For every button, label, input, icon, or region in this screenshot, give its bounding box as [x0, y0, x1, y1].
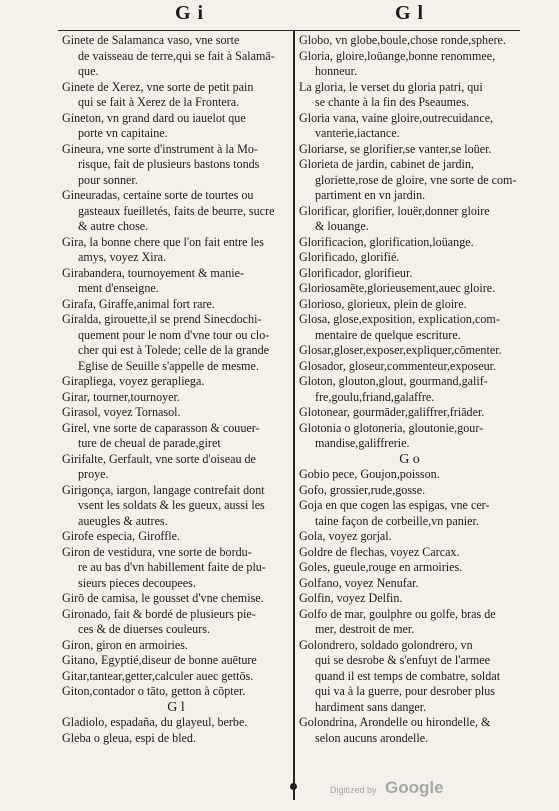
entry-line: Gobio pece, Goujon,poisson.	[299, 467, 440, 481]
column-divider	[293, 30, 295, 800]
entry-line: Ginete de Salamanca vaso, vne sorte	[62, 33, 240, 47]
entry-line: Gloria, gloire,loüange,bonne renommee,	[299, 48, 496, 63]
entry-line: honneur.	[315, 64, 357, 78]
entry-line: Giton,contador o tāto, getton à cōpter.	[62, 684, 246, 698]
entry-line: se chante à la fin des Pseaumes.	[315, 95, 470, 109]
entry-line: fre,goulu,friand,galaffre.	[315, 389, 435, 404]
entry-line: mentaire de quelque escriture.	[315, 327, 461, 342]
watermark-logo: Google	[384, 778, 444, 797]
entry-line: Golfin, voyez Delfin.	[299, 591, 403, 605]
entry-line: mer, destroit de mer.	[315, 622, 415, 636]
entry-line: pour sonner.	[78, 172, 138, 187]
entry-line: Goja en que cogen las espigas, vne cer-	[299, 498, 490, 512]
entry-line: & louange.	[315, 219, 369, 233]
entry-line: Golondrina, Arondelle ou hirondelle, &	[299, 715, 491, 729]
entry-line: aueugles & autres.	[78, 513, 168, 528]
entry-line: Gloria vana, vaine gloire,outrecuidance,	[299, 110, 494, 125]
entry-line: Glosador, gloseur,commenteur,exposeur.	[299, 358, 497, 373]
entry-line: Girabandera, tournoyement & manie-	[62, 265, 245, 280]
entry-line: Glotonia o glotoneria, gloutonie,gour-	[299, 420, 484, 435]
entry-line: Girapliega, voyez gerapliega.	[62, 374, 205, 388]
entry-line: cher qui est à Tolede; celle de la grande	[78, 343, 269, 357]
entry-line: Gloriosamēte,glorieusement,auec gloire.	[299, 281, 496, 295]
entry-line: ment d'enseigne.	[78, 281, 159, 295]
entry-line: Glorificador, glorifieur.	[299, 265, 413, 280]
entry-line: porte vn capitaine.	[78, 126, 168, 140]
entry-line: Girifalte, Gerfault, vne sorte d'oiseau de	[62, 451, 256, 466]
entry-line: partiment en vn jardin.	[315, 188, 426, 202]
header-rule	[58, 30, 520, 31]
entry-line: Gleba o gleua, espi de bled.	[62, 730, 196, 745]
entry-line: re au bas d'vn habillement faite de plu-	[78, 560, 266, 574]
entry-line: Gloton, glouton,glout, gourmand,galif-	[299, 374, 488, 388]
entry-line: quand il est temps de combatre, soldat	[315, 668, 501, 683]
entry-line: qui va à la guerre, pour desrober plus	[315, 684, 496, 698]
entry-line: que.	[78, 64, 99, 78]
entry-line: de vaisseau de terre,qui se fait à Salamā-	[78, 48, 275, 63]
entry-line: Goldre de flechas, voyez Carcax.	[299, 544, 460, 559]
left-column	[62, 33, 290, 746]
entry-line: Gitano, Egyptié,diseur de bonne auēture	[62, 653, 257, 667]
entry-line: Girafa, Giraffe,animal fort rare.	[62, 296, 215, 311]
entry-line: Giron de vestidura, vne sorte de bordu-	[62, 544, 252, 559]
entry-line: Glosar,gloser,exposer,expliquer,cōmenter.	[299, 343, 502, 357]
entry-line: Gineura, vne sorte d'instrument à la Mo-	[62, 141, 258, 156]
entry-line: Golfo de mar, goulphre ou golfe, bras de	[299, 606, 496, 621]
entry-line: Gitar,tantear,getter,calculer auec gettōs.	[62, 668, 254, 683]
entry-line: Gloriarse, se glorifier,se vanter,se loüer.	[299, 141, 492, 156]
entry-line: Gineton, vn grand dard ou iauelot que	[62, 110, 246, 125]
entry-line: vsent les soldats & les gueux, aussi les	[78, 498, 265, 512]
entry-line: Glorieta de jardin, cabinet de jardin,	[299, 157, 474, 171]
entry-line: qui se desrobe & s'enfuyt de l'armee	[315, 653, 490, 667]
entry-line: Gola, voyez gorjal.	[299, 529, 392, 543]
entry-line: Ginete de Xerez, vne sorte de petit pain	[62, 79, 254, 94]
footer-dot	[290, 783, 297, 790]
entry-line: proye.	[78, 467, 109, 481]
entry-line: gloriette,rose de gloire, vne sorte de com-	[315, 172, 517, 187]
watermark-prefix: Digitized by	[330, 785, 377, 795]
entry-line: Girofe especia, Giroffle.	[62, 529, 180, 543]
entry-line: Gofo, grossier,rude,gosse.	[299, 482, 426, 497]
entry-line: vanterie,iactance.	[315, 126, 400, 140]
entry-line: qui se fait à Xerez de la Frontera.	[78, 95, 240, 109]
entry-line: Glorificar, glorifier, louër,donner gloire	[299, 203, 490, 218]
entry-line: Girar, tourner,tournoyer.	[62, 389, 180, 404]
entry-line: Glorioso, glorieux, plein de gloire.	[299, 296, 467, 311]
entry-line: hardiment sans danger.	[315, 699, 427, 714]
right-column	[299, 33, 520, 746]
section-letter-heading: G l	[167, 699, 185, 715]
entry-line: Golfano, voyez Nenufar.	[299, 575, 419, 590]
entry-line: gasteaux fueilletés, faits de beurre, sucre	[78, 203, 275, 218]
entry-line: quement pour le nom d'vne tour ou clo-	[78, 327, 270, 342]
entry-line: Girō de camisa, le gousset d'vne chemise.	[62, 591, 264, 605]
entry-line: Globo, vn globe,boule,chose ronde,sphere.	[299, 33, 506, 47]
entry-line: sieurs pieces decoupees.	[78, 575, 196, 590]
entry-line: Gladiolo, espadaña, du glayeul, berbe.	[62, 715, 248, 729]
entry-line: Giron, giron en armoiries.	[62, 637, 188, 652]
entry-line: selon aucuns arondelle.	[315, 730, 429, 745]
entry-line: Glorificado, glorifié.	[299, 250, 400, 264]
watermark	[330, 778, 444, 798]
entry-line: La gloria, le verset du gloria patri, qui	[299, 79, 483, 94]
entry-line: risque, fait de plusieurs bastons tonds	[78, 157, 260, 171]
entry-line: ture de cheual de parade,giret	[78, 436, 221, 450]
entry-line: Golondrero, soldado golondrero, vn	[299, 637, 473, 652]
entry-line: mandise,galiffrerie.	[315, 436, 410, 450]
entry-line: Girasol, voyez Tornasol.	[62, 405, 181, 419]
entry-line: amys, voyez Xira.	[78, 250, 166, 264]
running-head-left: G i	[175, 2, 205, 24]
entry-line: Glotonear, gourmāder,galiffrer,friāder.	[299, 405, 485, 419]
entry-line: ces & de diuerses couleurs.	[78, 622, 210, 636]
entry-line: Girel, vne sorte de caparasson & couuer-	[62, 420, 260, 435]
entry-line: Girigonça, iargon, langage contrefait dont	[62, 482, 265, 497]
entry-line: taine façon de corbeille,vn panier.	[315, 513, 479, 528]
entry-line: Gira, la bonne chere que l'on fait entre les	[62, 234, 264, 249]
section-letter-heading: G o	[399, 451, 420, 467]
entry-line: Eglise de Seuille s'appelle de mesme.	[78, 358, 259, 373]
entry-line: Goles, gueule,rouge en armoiries.	[299, 560, 463, 574]
entry-line: Gineuradas, certaine sorte de tourtes ou	[62, 188, 254, 202]
entry-line: Gironado, fait & bordé de plusieurs pie-	[62, 606, 256, 621]
entry-line: Giralda, girouette,il se prend Sinecdochi-	[62, 312, 262, 326]
entry-line: & autre chose.	[78, 219, 149, 233]
running-head-right: G l	[395, 2, 425, 24]
entry-line: Glosa, glose,exposition, explication,com-	[299, 312, 500, 326]
entry-line: Glorificacion, glorification,loüange.	[299, 234, 474, 249]
